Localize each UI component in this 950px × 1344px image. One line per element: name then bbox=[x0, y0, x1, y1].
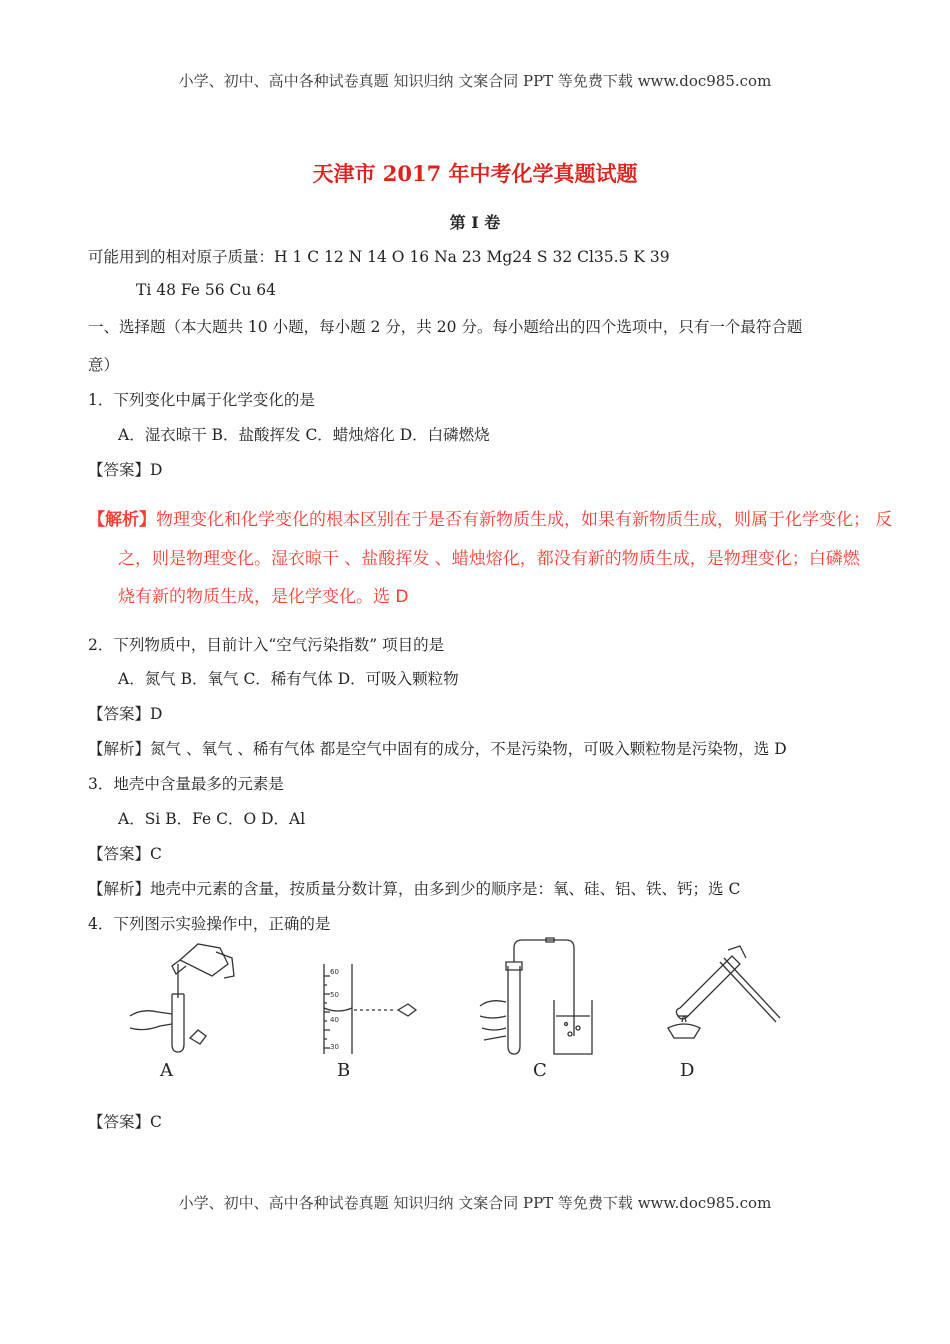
test-tube-icon bbox=[508, 966, 520, 1054]
tick-50: 50 bbox=[330, 991, 339, 999]
section-heading-line1: 一、选择题（本大题共 10 小题，每小题 2 分，共 20 分。每小题给出的四个选项中，只有一个最符合题 bbox=[88, 318, 803, 336]
atomic-masses-line1: 可能用到的相对原子质量：H 1 C 12 N 14 O 16 Na 23 Mg24 S 32 Cl35.5 K 39 bbox=[88, 248, 670, 266]
stopper-icon bbox=[190, 1030, 206, 1044]
q3-analysis bbox=[88, 877, 740, 899]
figure-c-label: C bbox=[533, 1060, 547, 1081]
q3-analysis-text: 地壳中元素的含量，按质量分数计算，由多到少的顺序是：氧、硅、铝、铁、钙；选 C bbox=[150, 880, 741, 898]
q4-answer-label: 【答案】 bbox=[88, 1113, 151, 1131]
tick-40: 40 bbox=[330, 1016, 339, 1024]
q3-answer-value: C bbox=[150, 845, 162, 863]
page-footer: 小学、初中、高中各种试卷真题 知识归纳 文案合同 PPT 等免费下载 www.doc985.com bbox=[178, 1194, 772, 1212]
figure-c-airtightness-check bbox=[470, 936, 600, 1061]
page-header: 小学、初中、高中各种试卷真题 知识归纳 文案合同 PPT 等免费下载 www.doc985.com bbox=[178, 72, 772, 90]
q3-answer bbox=[88, 842, 162, 864]
tick-30: 30 bbox=[330, 1043, 339, 1051]
q2-stem: 2．下列物质中，目前计入“空气污染指数” 项目的是 bbox=[88, 636, 445, 654]
figure-b-measuring-cylinder bbox=[300, 936, 430, 1056]
q2-answer-value: D bbox=[150, 705, 163, 723]
eye-icon bbox=[398, 1004, 416, 1016]
q1-answer-label: 【答案】 bbox=[88, 461, 151, 479]
q1-analysis-line3: 烧有新的物质生成，是化学变化。选 D bbox=[118, 587, 409, 607]
q1-answer bbox=[88, 458, 162, 480]
figure-b-label: B bbox=[337, 1060, 351, 1081]
q3-options: A．Si B．Fe C．O D．Al bbox=[118, 810, 306, 828]
figure-d-label: D bbox=[680, 1060, 695, 1081]
beaker-icon bbox=[554, 1000, 592, 1054]
figure-d-heating-test-tube bbox=[650, 936, 790, 1056]
tick-60: 60 bbox=[330, 968, 339, 976]
q3-stem: 3．地壳中含量最多的元素是 bbox=[88, 775, 284, 793]
q1-analysis-label: 【解析】 bbox=[88, 510, 156, 530]
hand-icon bbox=[480, 1001, 506, 1040]
page-title: 天津市 2017 年中考化学真题试题 bbox=[312, 161, 638, 186]
figure-a-pouring-liquid bbox=[120, 936, 240, 1056]
q2-options: A．氮气 B．氧气 C．稀有气体 D．可吸入颗粒物 bbox=[118, 670, 459, 688]
q2-analysis-label: 【解析】 bbox=[88, 740, 151, 758]
volume-heading: 第 I 卷 bbox=[449, 213, 501, 232]
delivery-tube-icon bbox=[514, 940, 574, 1036]
section-heading-line2: 意） bbox=[88, 356, 120, 374]
q4-stem: 4．下列图示实验操作中，正确的是 bbox=[88, 915, 331, 933]
q1-answer-value: D bbox=[150, 461, 163, 479]
q4-answer-value: C bbox=[150, 1113, 162, 1131]
q3-analysis-label: 【解析】 bbox=[88, 880, 151, 898]
q2-analysis-text: 氮气 、氧气 、稀有气体 都是空气中固有的成分，不是污染物，可吸入颗粒物是污染物，选 D bbox=[150, 740, 787, 758]
q1-stem: 1．下列变化中属于化学变化的是 bbox=[88, 391, 315, 409]
q2-analysis bbox=[88, 737, 787, 759]
q1-analysis-line1 bbox=[88, 505, 892, 530]
q1-analysis-line2: 之，则是物理变化。湿衣晾干 、盐酸挥发 、蜡烛熔化，都没有新的物质生成，是物理变化；白磷燃 bbox=[118, 549, 860, 569]
test-tube-holder-icon bbox=[720, 958, 780, 1022]
q2-answer bbox=[88, 702, 162, 724]
hand-icon bbox=[130, 1011, 172, 1030]
q1-options: A．湿衣晾干 B．盐酸挥发 C．蜡烛熔化 D．白磷燃烧 bbox=[118, 426, 490, 444]
atomic-masses-line2: Ti 48 Fe 56 Cu 64 bbox=[136, 281, 277, 299]
figure-a-label: A bbox=[160, 1060, 173, 1081]
q4-answer bbox=[88, 1110, 162, 1132]
q2-answer-label: 【答案】 bbox=[88, 705, 151, 723]
q3-answer-label: 【答案】 bbox=[88, 845, 151, 863]
reagent-bottle-icon bbox=[180, 944, 228, 976]
alcohol-lamp-icon bbox=[668, 1024, 700, 1038]
test-tube-icon bbox=[172, 994, 184, 1052]
q1-analysis-text1: 物理变化和化学变化的根本区别在于是否有新物质生成，如果有新物质生成，则属于化学变化； 反 bbox=[156, 510, 893, 530]
